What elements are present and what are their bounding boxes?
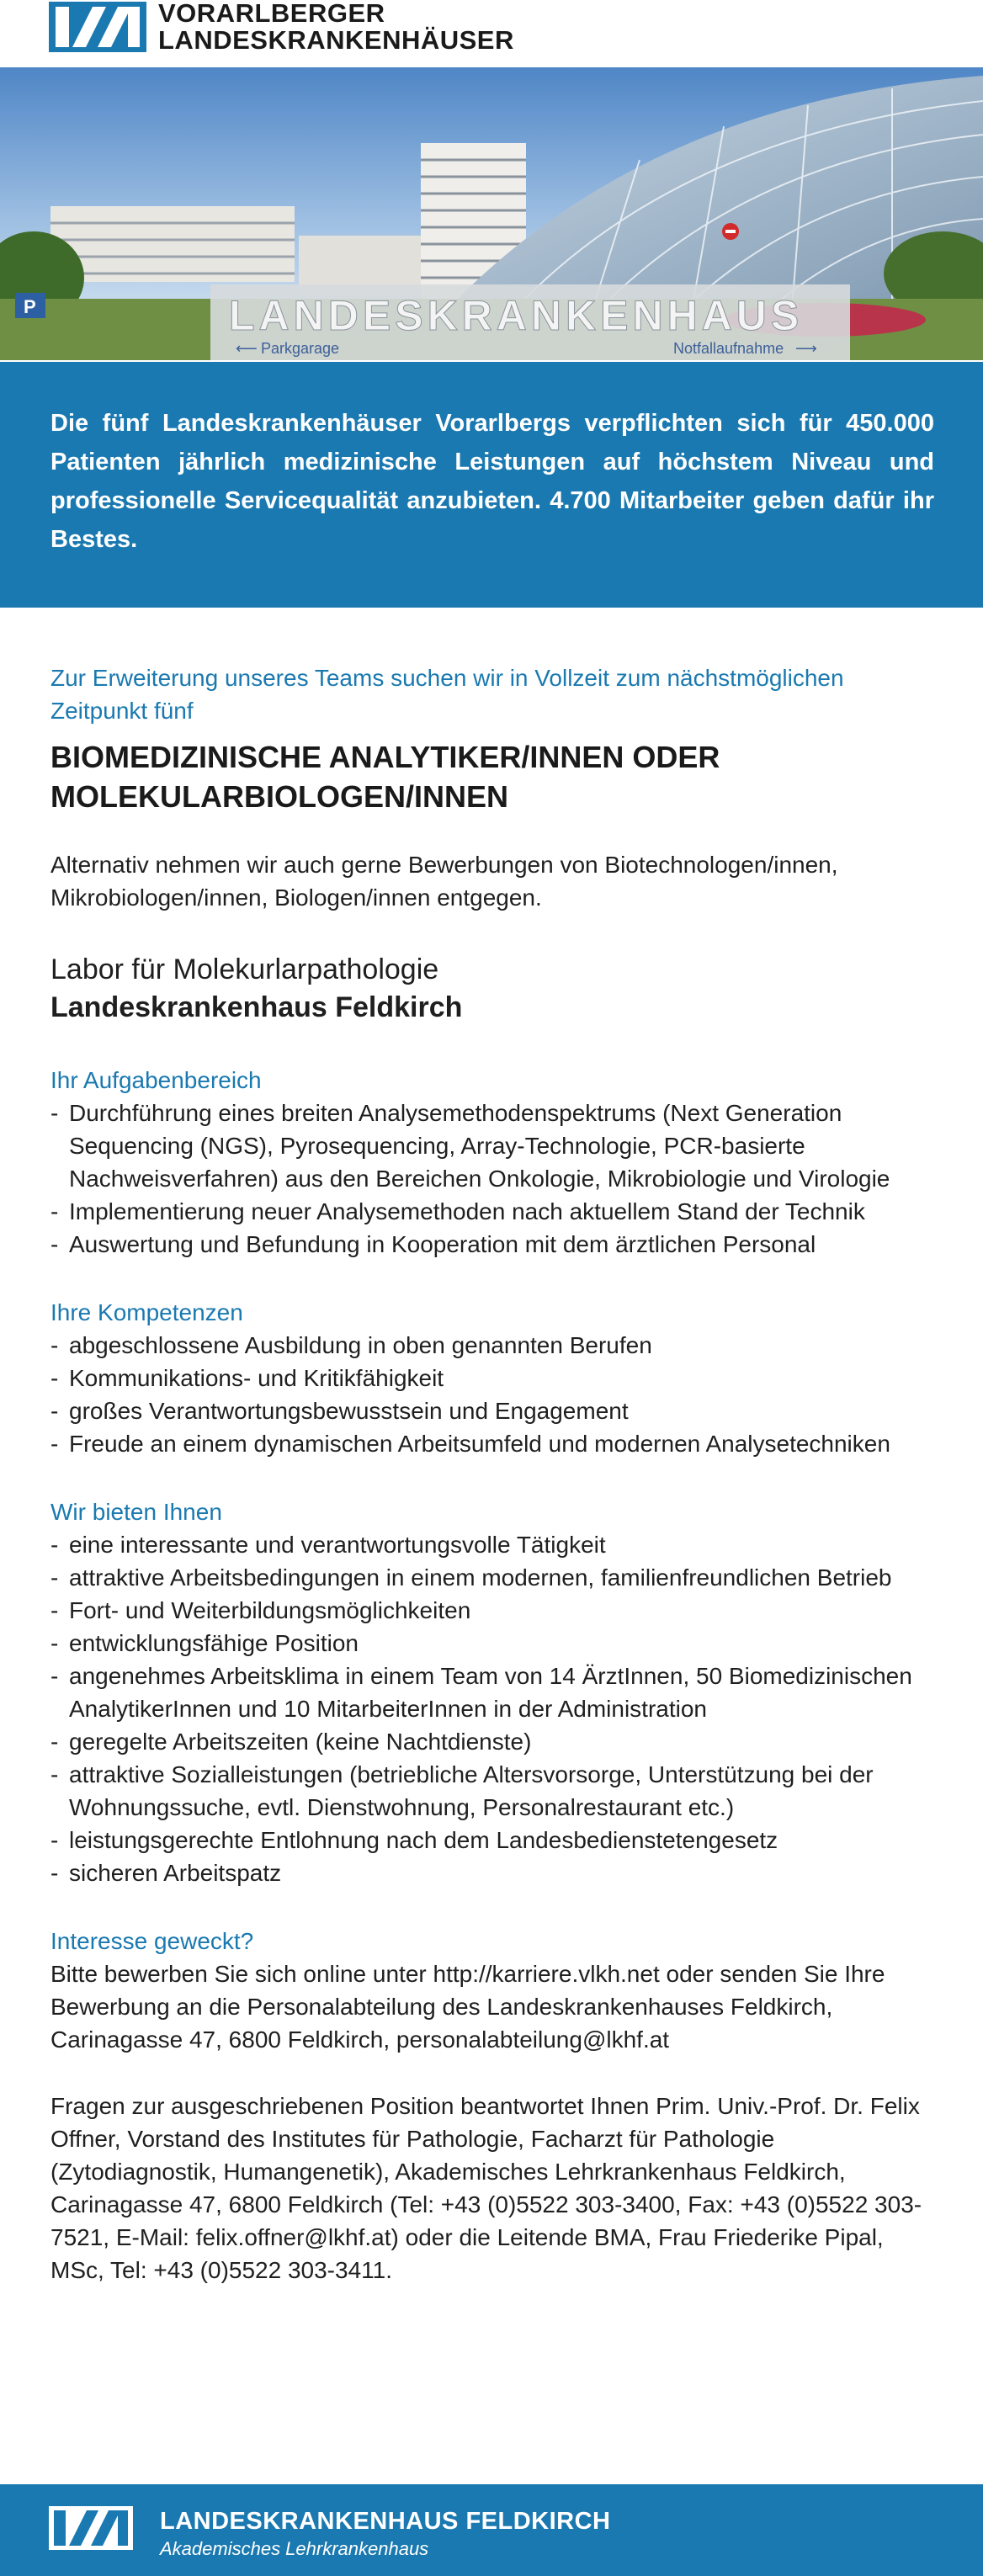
intro-text: Die fünf Landeskrankenhäuser Vorarlbergs verpflichten sich für 450.000 Patienten jährlich medizinische Leistungen auf höchstem Niveau und professionelle Servicequalität anzubieten. 4.700 Mitarbeiter geben dafür ihr Bestes. xyxy=(50,410,934,553)
parkgarage-label: Parkgarage xyxy=(261,340,340,357)
skills-list xyxy=(50,1329,943,1460)
list-item: - Auswertung und Befundung in Kooperation mit dem ärztlichen Personal xyxy=(50,1228,943,1261)
list-item: - großes Verantwortungsbewusstsein und Engagement xyxy=(50,1394,943,1427)
vlkh-logo-icon xyxy=(49,2,146,52)
list-item: - Freude an einem dynamischen Arbeitsumfeld und modernen Analysetechniken xyxy=(50,1427,943,1460)
list-item: - leistungsgerechte Entlohnung nach dem Landesbedienstetengesetz xyxy=(50,1824,943,1856)
list-item: - eine interessante und verantwortungsvolle Tätigkeit xyxy=(50,1528,943,1561)
list-item: - angenehmes Arbeitsklima in einem Team von 14 ÄrztInnen, 50 Biomedizinischen AnalytikerInnen und 10 MitarbeiterInnen in der Administration xyxy=(50,1660,943,1725)
job-title-line-2: MOLEKULARBIOLOGEN/INNEN xyxy=(50,779,508,814)
page-footer xyxy=(0,2484,983,2576)
header-logo-text xyxy=(158,0,514,54)
list-item: - entwicklungsfähige Position xyxy=(50,1627,943,1660)
list-item: - sicheren Arbeitspatz xyxy=(50,1856,943,1889)
logo-line-2: LANDESKRANKENHÄUSER xyxy=(158,25,514,55)
contact-text: Fragen zur ausgeschriebenen Position beantwortet Ihnen Prim. Univ.-Prof. Dr. Felix Offner, Vorstand des Institutes für Pathologie, Facharzt für Pathologie (Zytodiagnostik, Humangenetik), Akademisches Lehrkrankenhaus Feldkirch, Carinagasse 47, 6800 Feldkirch (Tel: +43 (0)5522 303-3400, Fax: +43 (0)5522 303-7521, E-Mail: felix.offner@lkhf.at) oder die Leitende BMA, Frau Friederike Pipal, MSc, Tel: +43 (0)5522 303-3411. xyxy=(50,2093,922,2283)
list-item: - attraktive Arbeitsbedingungen in einem modernen, familienfreundlichen Betrieb xyxy=(50,1561,943,1594)
parking-sign: P xyxy=(24,296,36,317)
job-title xyxy=(50,737,943,816)
hero-sign-text: LANDESKRANKENHAUS xyxy=(229,292,804,339)
apply-heading: Interesse geweckt? xyxy=(50,1928,254,1954)
footer-subtitle: Akademisches Lehrkrankenhaus xyxy=(160,2538,429,2559)
list-item: - abgeschlossene Ausbildung in oben genannten Berufen xyxy=(50,1329,943,1362)
right-arrow-glyph: ⟶ xyxy=(795,340,817,357)
intro-banner xyxy=(0,362,983,608)
job-title-line-1: BIOMEDIZINISCHE ANALYTIKER/INNEN ODER xyxy=(50,740,720,774)
lab-name: Labor für Molekurlarpathologie xyxy=(50,953,439,985)
logo-line-1: VORARLBERGER xyxy=(158,0,385,28)
list-item: - Kommunikations- und Kritikfähigkeit xyxy=(50,1362,943,1394)
offer-list xyxy=(50,1528,943,1889)
job-lead: Zur Erweiterung unseres Teams suchen wir in Vollzeit zum nächstmöglichen Zeitpunkt fünf xyxy=(50,665,844,724)
tasks-list xyxy=(50,1097,943,1261)
tasks-heading: Ihr Aufgabenbereich xyxy=(50,1067,262,1093)
list-item: - geregelte Arbeitszeiten (keine Nachtdienste) xyxy=(50,1725,943,1758)
footer-title: LANDESKRANKENHAUS FELDKIRCH xyxy=(160,2508,611,2535)
lab-location xyxy=(50,951,943,1027)
offer-heading: Wir bieten Ihnen xyxy=(50,1499,222,1525)
hospital-name: Landeskrankenhaus Feldkirch xyxy=(50,991,463,1023)
lkh-feldkirch-logo-icon xyxy=(49,2506,133,2550)
list-item: - Implementierung neuer Analysemethoden nach aktuellem Stand der Technik xyxy=(50,1195,943,1228)
page-header xyxy=(0,0,983,67)
list-item: - Durchführung eines breiten Analysemethodenspektrums (Next Generation Sequencing (NGS), Pyrosequencing, Array-Technologie, PCR-basierte Nachweisverfahren) aus den Bereichen Onkologie, Mikrobiologie und Virologie xyxy=(50,1097,943,1195)
job-posting-content xyxy=(50,661,943,2287)
list-item: - Fort- und Weiterbildungsmöglichkeiten xyxy=(50,1594,943,1627)
list-item: - attraktive Sozialleistungen (betriebliche Altersvorsorge, Unterstützung bei der Wohnungssuche, evtl. Dienstwohnung, Personalrestaurant etc.) xyxy=(50,1758,943,1824)
apply-text: Bitte bewerben Sie sich online unter http://karriere.vlkh.net oder senden Sie Ihre Bewerbung an die Personalabteilung des Landeskrankenhauses Feldkirch, Carinagasse 47, 6800 Feldkirch, personalabteilung@lkhf.at xyxy=(50,1961,885,2053)
notfallaufnahme-label: Notfallaufnahme xyxy=(673,340,784,357)
skills-heading: Ihre Kompetenzen xyxy=(50,1299,243,1325)
hospital-building-illustration xyxy=(0,67,983,360)
hero-image xyxy=(0,67,983,360)
left-arrow-glyph: ⟵ xyxy=(236,340,258,357)
job-alternative: Alternativ nehmen wir auch gerne Bewerbungen von Biotechnologen/innen, Mikrobiologen/innen, Biologen/innen entgegen. xyxy=(50,852,838,911)
